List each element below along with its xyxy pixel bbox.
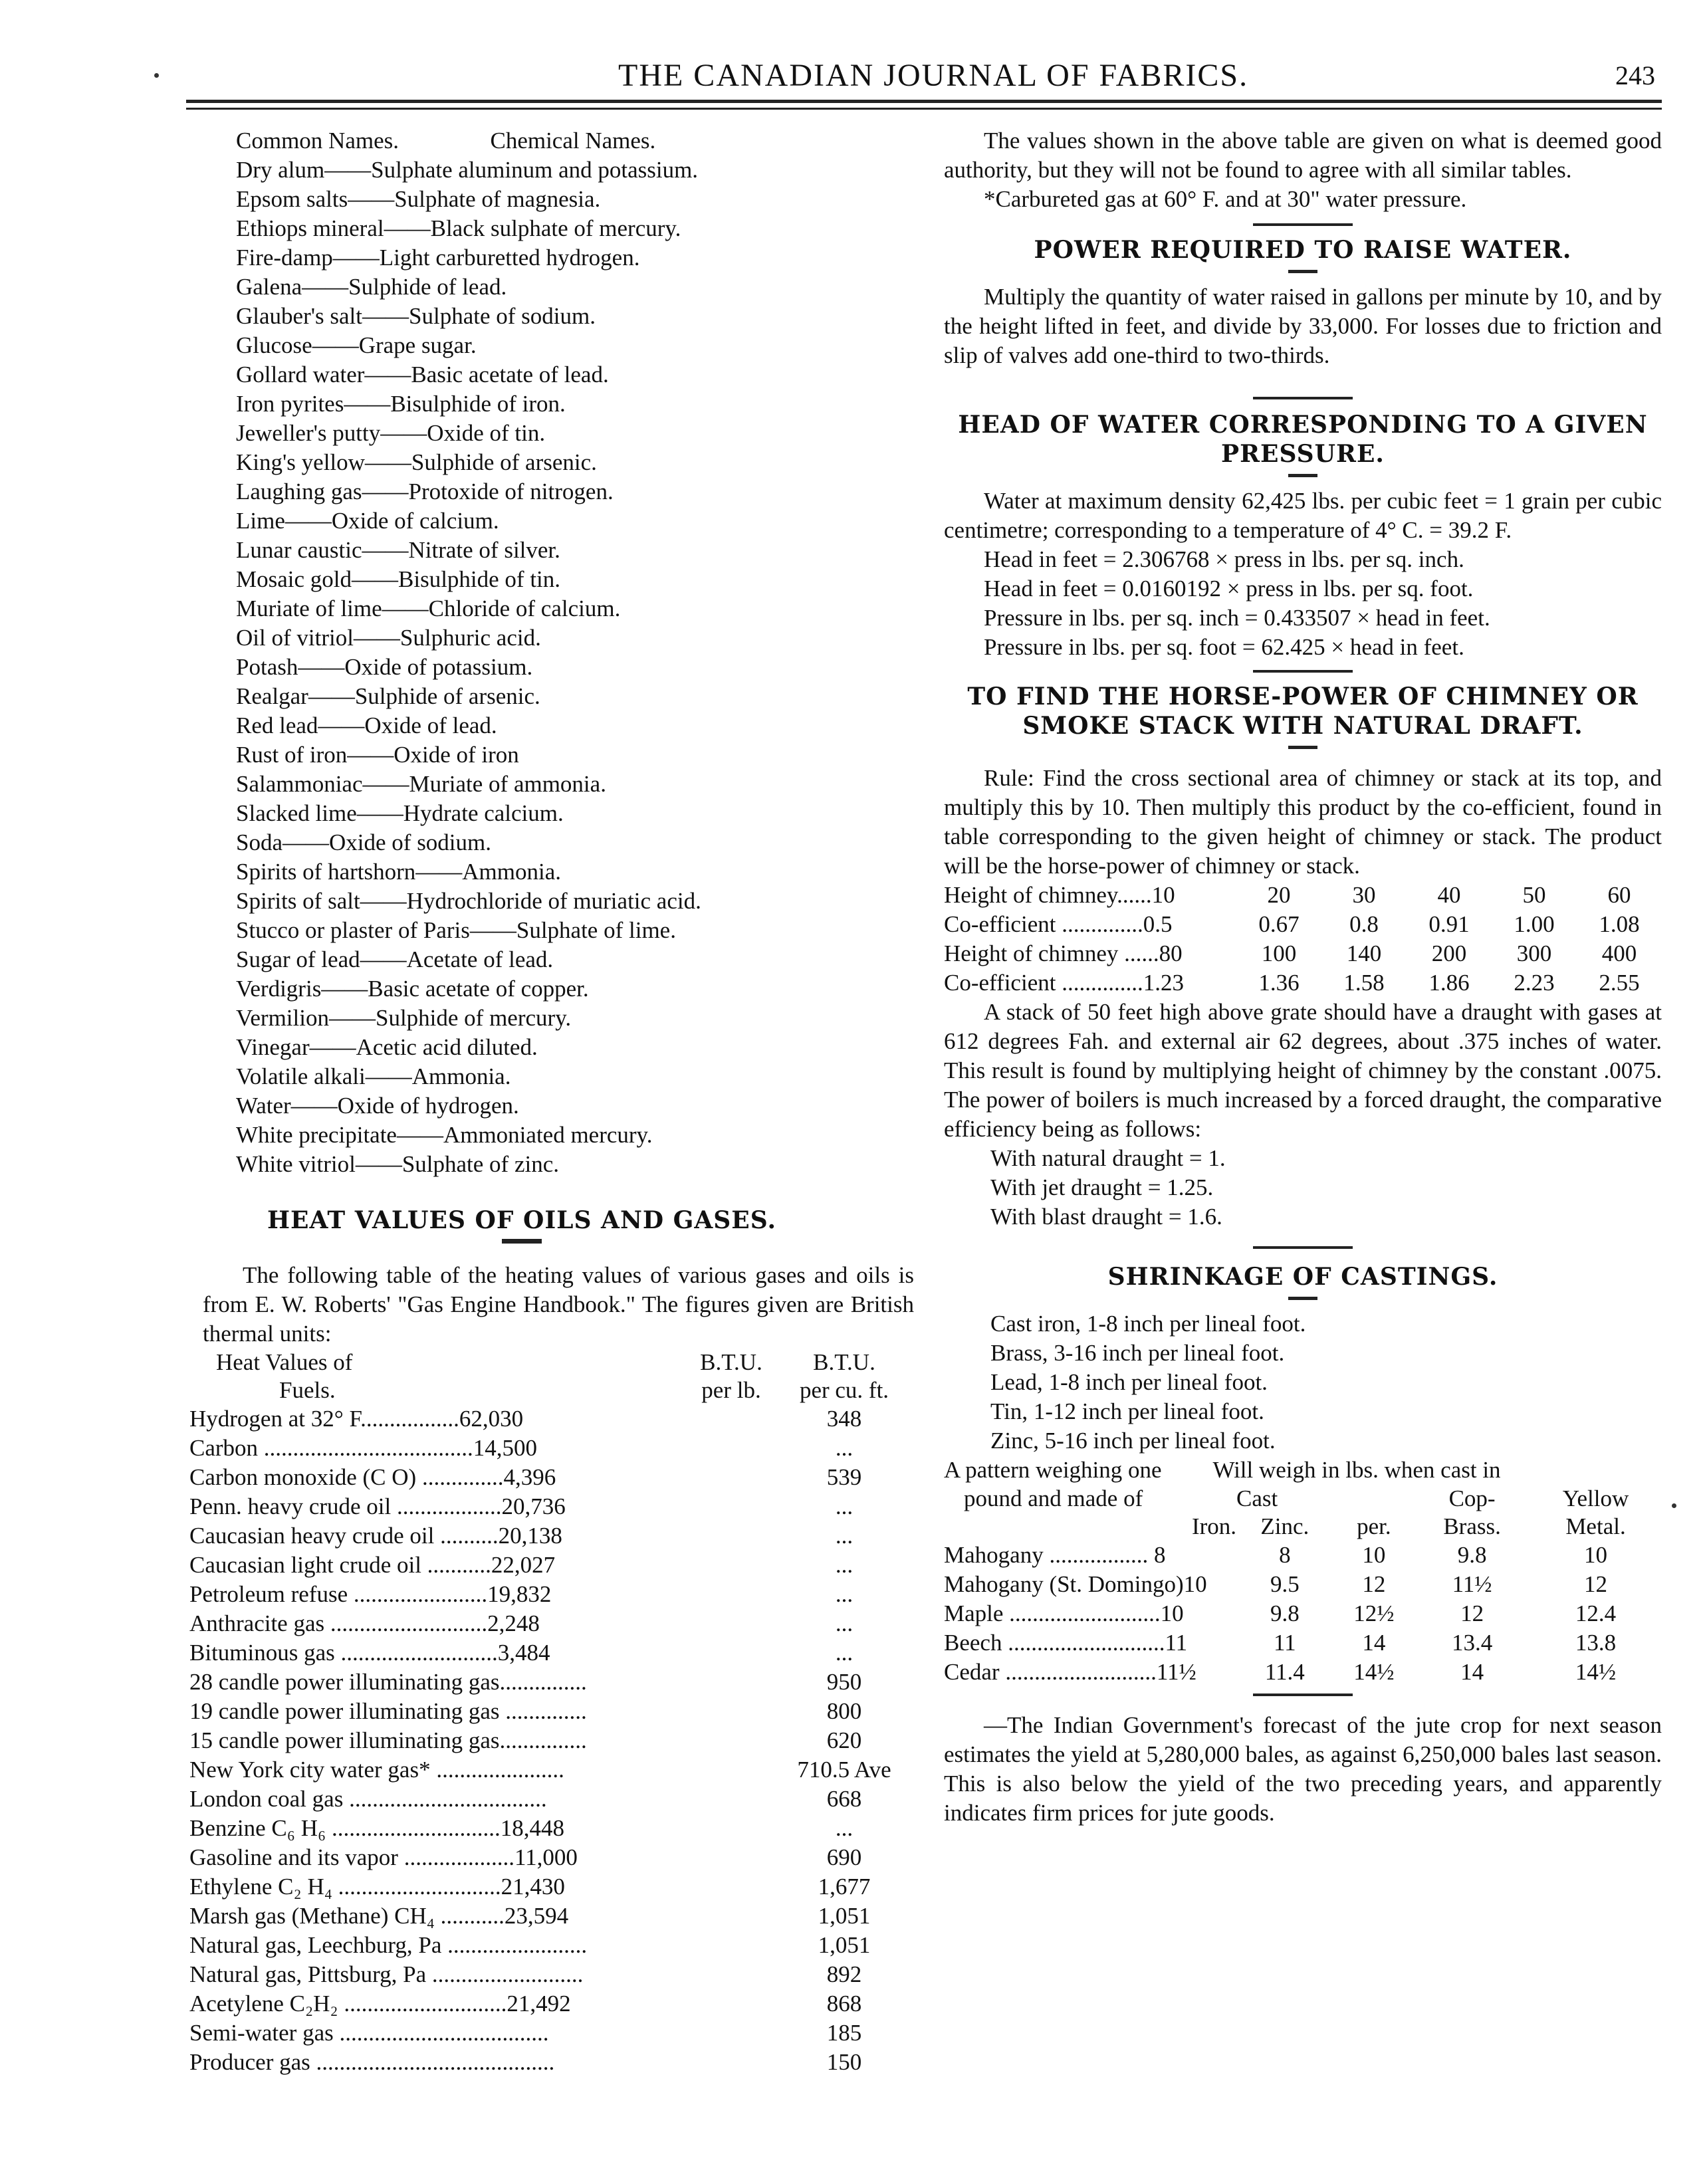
table-row: [189, 1755, 907, 1785]
fuel-cell: Natural gas, Leechburg, Pa ........................: [189, 1932, 588, 1958]
table-row: [944, 910, 1662, 939]
table-cell: 9.8: [1457, 1542, 1487, 1568]
chimney-heading: TO FIND THE HORSE-POWER OF CHIMNEY OR: [967, 683, 1639, 710]
table-cell: Maple ..........................10: [944, 1600, 1184, 1626]
list-item: With natural draught = 1.: [990, 1145, 1226, 1171]
head-text: Water at maximum density 62,425 lbs. per cubic feet = 1 grain per cubic centimetre; corresponding to a temperature of 4° C. = 39.2 F.: [944, 488, 1662, 543]
table-cell: 300: [1516, 940, 1552, 966]
table-header: pound and made of: [964, 1485, 1143, 1511]
table-header: B.T.U.: [813, 1349, 875, 1375]
head-heading: PRESSURE.: [1221, 440, 1385, 468]
chimney-table: [944, 881, 1662, 998]
list-item: Spirits of salt——Hydrochloride of muriatic acid.: [236, 888, 701, 914]
btu-cuft-cell: ...: [835, 1523, 853, 1549]
table-cell: 14½: [1575, 1659, 1617, 1685]
table-header-row: [944, 1485, 1662, 1513]
fuel-cell: Acetylene C₂H₂ ............................21,492: [189, 1991, 571, 2017]
heading-bar: [1288, 746, 1317, 749]
table-row: [944, 1628, 1662, 1658]
table-cell: 12: [1362, 1571, 1386, 1597]
table-cell: 8: [1279, 1542, 1291, 1568]
formula-line: Pressure in lbs. per sq. foot = 62.425 × head in feet.: [984, 634, 1464, 660]
table-row: [189, 1609, 907, 1638]
table-row: [189, 2048, 907, 2077]
fuel-cell: New York city water gas* ......................: [189, 1757, 564, 1783]
table-cell: 1.00: [1514, 911, 1555, 937]
heading-bar: [1288, 474, 1317, 477]
list-item: Potash——Oxide of potassium.: [236, 654, 533, 680]
fuel-cell: Marsh gas (Methane) CH₄ ...........23,594: [189, 1903, 569, 1929]
list-item: With jet draught = 1.25.: [990, 1174, 1214, 1200]
list-item: Water——Oxide of hydrogen.: [236, 1093, 519, 1119]
fuel-cell: 19 candle power illuminating gas ..............: [189, 1698, 587, 1724]
list-item: Dry alum——Sulphate aluminum and potassium.: [236, 157, 699, 183]
list-item: Stucco or plaster of Paris——Sulphate of lime.: [236, 917, 676, 943]
table-header: Heat Values of: [216, 1349, 353, 1375]
btu-cuft-cell: ...: [835, 1435, 853, 1461]
table-cell: 1.58: [1343, 970, 1385, 996]
btu-cuft-cell: ...: [835, 1552, 853, 1578]
table-row: [189, 1668, 907, 1697]
btu-cuft-cell: 539: [826, 1464, 862, 1490]
list-item: Gollard water——Basic acetate of lead.: [236, 362, 609, 387]
section-rule: [1253, 670, 1353, 673]
fuel-cell: Caucasian light crude oil ...........22,027: [189, 1552, 556, 1578]
table-cell: 1.08: [1599, 911, 1640, 937]
table-cell: Mahogany (St. Domingo)10: [944, 1571, 1207, 1597]
table-row: [944, 1599, 1662, 1628]
list-item: Volatile alkali——Ammonia.: [236, 1063, 511, 1089]
btu-cuft-cell: ...: [835, 1815, 853, 1841]
formula-line: Head in feet = 0.0160192 × press in lbs. per sq. foot.: [984, 576, 1474, 601]
table-header: Fuels.: [279, 1377, 336, 1403]
table-row: [189, 1551, 907, 1580]
table-cell: 14: [1460, 1659, 1484, 1685]
table-row: [189, 2019, 907, 2048]
table-cell: Height of chimney......10: [944, 882, 1175, 908]
table-cell: 0.8: [1349, 911, 1379, 937]
list-item: Fire-damp——Light carburetted hydrogen.: [236, 245, 640, 271]
list-item: Oil of vitriol——Sulphuric acid.: [236, 625, 541, 651]
list-item: Sugar of lead——Acetate of lead.: [236, 946, 554, 972]
heat-intro: The following table of the heating values of various gases and oils is from E. W. Roberts' "Gas Engine Handbook." The figures given are British thermal units:: [203, 1262, 914, 1347]
btu-cuft-cell: 690: [826, 1844, 862, 1870]
table-cell: 12.4: [1575, 1600, 1617, 1626]
table-row: [189, 1989, 907, 2019]
table-header: Zinc.: [1260, 1513, 1309, 1539]
table-row: [189, 1960, 907, 1989]
btu-cuft-cell: 892: [826, 1961, 862, 1987]
fuel-cell: London coal gas ..................................: [189, 1786, 547, 1812]
table-header: per.: [1357, 1513, 1391, 1539]
table-cell: Height of chimney ......80: [944, 940, 1183, 966]
section-rule: [1253, 1246, 1353, 1249]
list-item: Glucose——Grape sugar.: [236, 332, 477, 358]
table-cell: 14½: [1353, 1659, 1395, 1685]
list-item: With blast draught = 1.6.: [990, 1204, 1222, 1230]
table-header-row: [944, 1513, 1662, 1541]
section-rule: [1253, 1693, 1353, 1696]
btu-cuft-cell: 800: [826, 1698, 862, 1724]
list-item: Zinc, 5-16 inch per lineal foot.: [990, 1428, 1276, 1454]
btu-cuft-cell: ...: [835, 1493, 853, 1519]
btu-cuft-cell: 950: [826, 1669, 862, 1695]
names-list: [189, 156, 934, 1179]
table-header: per lb.: [701, 1377, 761, 1403]
table-cell: Cedar ..........................11½: [944, 1659, 1196, 1685]
fuel-cell: Carbon ....................................14,500: [189, 1435, 538, 1461]
table-row: [189, 1492, 907, 1521]
table-cell: 12: [1460, 1600, 1484, 1626]
heading-bar: [1288, 270, 1317, 273]
list-item: Galena——Sulphide of lead.: [236, 274, 507, 300]
fuel-cell: 15 candle power illuminating gas...............: [189, 1727, 587, 1753]
table-cell: 10: [1584, 1542, 1607, 1568]
list-item: Lime——Oxide of calcium.: [236, 508, 499, 534]
table-header-row: [189, 1376, 907, 1404]
table-header: Brass.: [1443, 1513, 1501, 1539]
table-cell: 60: [1607, 882, 1631, 908]
fuel-cell: Benzine C₆ H₆ .............................18,448: [189, 1815, 564, 1841]
formula-line: Pressure in lbs. per sq. inch = 0.433507 × head in feet.: [984, 605, 1490, 631]
table-cell: 40: [1437, 882, 1461, 908]
table-cell: Co-efficient ..............0.5: [944, 911, 1173, 937]
margin-dot: [1672, 1503, 1676, 1508]
btu-cuft-cell: 620: [826, 1727, 862, 1753]
list-item: Vinegar——Acetic acid diluted.: [236, 1034, 538, 1060]
btu-cuft-cell: 1,051: [818, 1932, 871, 1958]
heading-bar: [502, 1239, 542, 1244]
list-item: Lead, 1-8 inch per lineal foot.: [990, 1369, 1268, 1395]
table-header: per cu. ft.: [799, 1377, 889, 1403]
castings-table: [944, 1485, 1662, 1687]
table-header: Iron.: [1191, 1513, 1236, 1539]
table-row: [189, 1726, 907, 1755]
table-row: [189, 1785, 907, 1814]
table-cell: 140: [1346, 940, 1382, 966]
table-row: [189, 1902, 907, 1931]
list-item: Laughing gas——Protoxide of nitrogen.: [236, 479, 614, 504]
header-rule: [186, 100, 1662, 103]
list-item: Vermilion——Sulphide of mercury.: [236, 1005, 572, 1031]
list-item: Slacked lime——Hydrate calcium.: [236, 800, 564, 826]
names-heading: [189, 126, 934, 156]
list-item: Realgar——Sulphide of arsenic.: [236, 683, 540, 709]
jute-paragraph: —The Indian Government's forecast of the jute crop for next season estimates the yield at 5,280,000 bales, as against 6,250,000 bales last season. This is also below the yield of the two preceding years, and apparently indicates firm prices for jute goods.: [944, 1712, 1662, 1826]
chimney-heading: SMOKE STACK WITH NATURAL DRAFT.: [1022, 712, 1583, 740]
margin-dot: [154, 73, 159, 78]
table-row: [944, 881, 1662, 910]
table-cell: 100: [1261, 940, 1297, 966]
table-row: [944, 1570, 1662, 1599]
fuel-cell: Ethylene C₂ H₄ ............................21,430: [189, 1874, 565, 1900]
fuel-cell: 28 candle power illuminating gas...............: [189, 1669, 587, 1695]
table-cell: 14: [1362, 1630, 1386, 1656]
table-cell: 1.86: [1428, 970, 1470, 996]
table-cell: 13.8: [1575, 1630, 1617, 1656]
table-header: Cop-: [1448, 1485, 1496, 1511]
list-item: Soda——Oxide of sodium.: [236, 829, 492, 855]
table-cell: 9.5: [1270, 1571, 1300, 1597]
shrinkage-heading: SHRINKAGE OF CASTINGS.: [1107, 1263, 1498, 1291]
table-row: [189, 1463, 907, 1492]
list-item: Tin, 1-12 inch per lineal foot.: [990, 1398, 1264, 1424]
table-cell: 1.36: [1258, 970, 1300, 996]
list-item: Glauber's salt——Sulphate of sodium.: [236, 303, 596, 329]
table-header: Yellow: [1562, 1485, 1629, 1511]
list-item: Lunar caustic——Nitrate of silver.: [236, 537, 560, 563]
footnote: *Carbureted gas at 60° F. and at 30" water pressure.: [984, 186, 1467, 212]
list-item: White precipitate——Ammoniated mercury.: [236, 1122, 653, 1148]
table-cell: Beech ...........................11: [944, 1630, 1188, 1656]
table-header: B.T.U.: [700, 1349, 762, 1375]
btu-cuft-cell: 348: [826, 1406, 862, 1432]
section-rule: [1253, 223, 1353, 226]
page-number: 243: [1615, 60, 1655, 90]
table-cell: 9.8: [1270, 1600, 1300, 1626]
list-item: Mosaic gold——Bisulphide of tin.: [236, 566, 561, 592]
head-heading: HEAD OF WATER CORRESPONDING TO A GIVEN: [958, 411, 1648, 439]
table-row: [944, 1658, 1662, 1687]
heat-values-heading: HEAT VALUES OF OILS AND GASES.: [267, 1206, 776, 1234]
right-column: [944, 126, 1662, 1828]
chimney-rule: Rule: Find the cross sectional area of chimney or stack at its top, and multiply this by 10. Then multiply this product by the co-efficient, found in table corresponding to the given height of chimney or stack. The product will be the horse-power of chimney or stack.: [944, 765, 1662, 879]
heading-bar: [1288, 1297, 1317, 1300]
table-row: [944, 1541, 1662, 1570]
table-row: [189, 1814, 907, 1843]
fuel-cell: Natural gas, Pittsburg, Pa ..........................: [189, 1961, 584, 1987]
table-cell: 10: [1362, 1542, 1386, 1568]
table-header: Metal.: [1565, 1513, 1626, 1539]
fuel-cell: Producer gas .........................................: [189, 2049, 555, 2075]
table-cell: 11: [1273, 1630, 1296, 1656]
heat-values-table: [189, 1349, 907, 2077]
btu-cuft-cell: 668: [826, 1786, 862, 1812]
formula-line: Head in feet = 2.306768 × press in lbs. per sq. inch.: [984, 546, 1464, 572]
list-item: White vitriol——Sulphate of zinc.: [236, 1151, 560, 1177]
table-cell: 11.4: [1264, 1659, 1305, 1685]
table-row: [189, 1580, 907, 1609]
fuel-cell: Semi-water gas ....................................: [189, 2020, 549, 2046]
table-cell: 11½: [1452, 1571, 1492, 1597]
table-cell: 2.23: [1514, 970, 1555, 996]
list-item: Spirits of hartshorn——Ammonia.: [236, 859, 561, 885]
table-row: [189, 1697, 907, 1726]
fuel-cell: Hydrogen at 32° F.................62,030: [189, 1406, 524, 1432]
table-cell: 12½: [1353, 1600, 1395, 1626]
table-row: [944, 939, 1662, 968]
fuel-cell: Bituminous gas ...........................3,484: [189, 1640, 550, 1666]
fuel-cell: Petroleum refuse .......................19,832: [189, 1581, 552, 1607]
power-heading: POWER REQUIRED TO RAISE WATER.: [1034, 236, 1572, 264]
table-cell: 0.67: [1258, 911, 1300, 937]
table-header: [1333, 1485, 1415, 1513]
table-row: [189, 1872, 907, 1902]
list-item: Jeweller's putty——Oxide of tin.: [236, 420, 546, 446]
table-cell: 50: [1522, 882, 1546, 908]
table-row: [189, 1521, 907, 1551]
table-cell: 400: [1601, 940, 1637, 966]
journal-title: THE CANADIAN JOURNAL OF FABRICS.: [618, 58, 1249, 93]
pattern-intro-a: A pattern weighing one: [944, 1457, 1162, 1483]
fuel-cell: Anthracite gas ...........................2,248: [189, 1610, 540, 1636]
table-cell: 20: [1267, 882, 1291, 908]
table-cell: 13.4: [1451, 1630, 1493, 1656]
list-item: King's yellow——Sulphide of arsenic.: [236, 449, 597, 475]
page-header: [186, 52, 1662, 98]
btu-cuft-cell: 185: [826, 2020, 862, 2046]
list-item: Red lead——Oxide of lead.: [236, 712, 497, 738]
fuel-cell: Carbon monoxide (C O) ..............4,396: [189, 1464, 556, 1490]
btu-cuft-cell: ...: [835, 1581, 853, 1607]
btu-cuft-cell: 868: [826, 1991, 862, 2017]
list-item: Ethiops mineral——Black sulphate of mercury.: [236, 215, 681, 241]
list-item: Verdigris——Basic acetate of copper.: [236, 976, 589, 1002]
btu-cuft-cell: 1,677: [818, 1874, 871, 1900]
table-header-row: [189, 1349, 907, 1376]
btu-cuft-cell: ...: [835, 1640, 853, 1666]
list-item: Rust of iron——Oxide of iron: [236, 742, 519, 768]
table-row: [944, 968, 1662, 998]
fuel-cell: Caucasian heavy crude oil ..........20,138: [189, 1523, 562, 1549]
list-item: Cast iron, 1-8 inch per lineal foot.: [990, 1311, 1306, 1337]
fuel-cell: Penn. heavy crude oil ..................20,736: [189, 1493, 566, 1519]
table-row: [189, 1931, 907, 1960]
table-header: Cast: [1236, 1485, 1278, 1511]
table-note: The values shown in the above table are given on what is deemed good authority, but they will not be found to agree with all similar tables.: [944, 128, 1662, 183]
btu-cuft-cell: 1,051: [818, 1903, 871, 1929]
table-cell: 12: [1584, 1571, 1607, 1597]
btu-cuft-cell: 710.5 Ave: [797, 1757, 891, 1783]
left-column: [189, 126, 934, 2077]
table-cell: 2.55: [1599, 970, 1640, 996]
table-cell: Mahogany ................. 8: [944, 1542, 1166, 1568]
list-item: Salammoniac——Muriate of ammonia.: [236, 771, 606, 797]
pattern-intro: [944, 1456, 1662, 1485]
list-item: Epsom salts——Sulphate of magnesia.: [236, 186, 601, 212]
table-cell: 30: [1352, 882, 1376, 908]
table-row: [189, 1404, 907, 1434]
table-row: [189, 1434, 907, 1463]
section-rule: [1253, 397, 1353, 399]
list-item: Muriate of lime——Chloride of calcium.: [236, 596, 621, 621]
list-item: Brass, 3-16 inch per lineal foot.: [990, 1340, 1285, 1366]
table-row: [189, 1638, 907, 1668]
table-cell: 200: [1431, 940, 1467, 966]
power-text: Multiply the quantity of water raised in gallons per minute by 10, and by the height lifted in feet, and divide by 33,000. For losses due to friction and slip of valves add one-third to two-thirds.: [944, 284, 1662, 368]
pattern-intro-b: Will weigh in lbs. when cast in: [1212, 1457, 1501, 1483]
chemical-names-label: Chemical Names.: [490, 128, 656, 154]
btu-cuft-cell: 150: [826, 2049, 862, 2075]
table-row: [189, 1843, 907, 1872]
common-names-label: Common Names.: [236, 128, 399, 154]
header-rule: [186, 108, 1662, 110]
fuel-cell: Gasoline and its vapor ...................11,000: [189, 1844, 578, 1870]
btu-cuft-cell: ...: [835, 1610, 853, 1636]
table-cell: 0.91: [1428, 911, 1470, 937]
draught-text: A stack of 50 feet high above grate should have a draught with gases at 612 degrees Fah. and external air 62 degrees, about .375 inches of water. This result is found by multiplying height of chimney by the constant .0075. The power of boilers is much increased by a forced draught, the comparative efficiency being as follows:: [944, 999, 1662, 1142]
list-item: Iron pyrites——Bisulphide of iron.: [236, 391, 566, 417]
table-cell: Co-efficient ..............1.23: [944, 970, 1184, 996]
